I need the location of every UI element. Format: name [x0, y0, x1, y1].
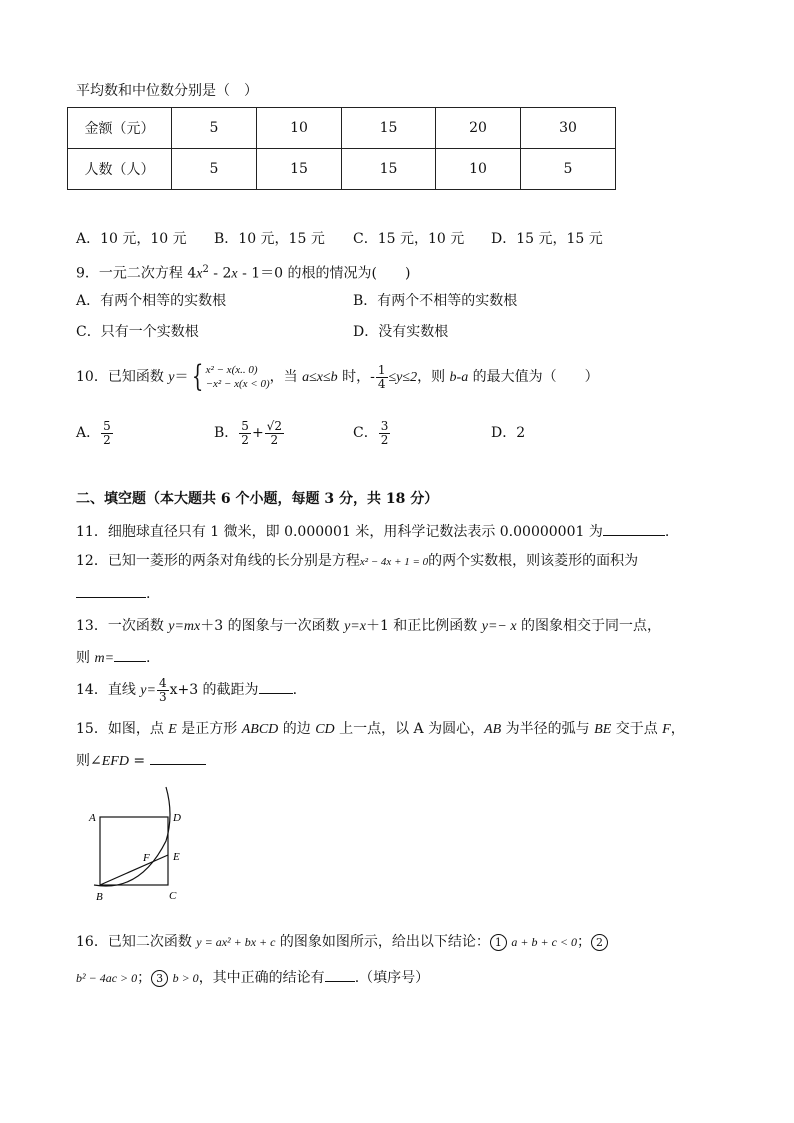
answer-blank[interactable] — [150, 750, 206, 765]
q16-result: a + b + c < 0 — [511, 935, 577, 949]
q15-var: ABCD — [241, 722, 279, 737]
q13-end: . — [146, 650, 151, 666]
q15-text: 上一点，以 A 为圆心， — [334, 721, 485, 737]
piecewise-function — [206, 363, 270, 391]
frac-num: √2 — [266, 418, 282, 433]
table-row — [68, 108, 616, 149]
q11 — [76, 521, 669, 542]
q9-option-a: A．有两个相等的实数根 — [76, 293, 227, 309]
q13-line2 — [76, 647, 150, 669]
circled-1: 1 — [490, 934, 507, 951]
q13 — [76, 616, 661, 637]
q12 — [76, 551, 638, 572]
fraction — [157, 677, 169, 704]
frac-num: 1 — [377, 362, 386, 377]
q11-end: . — [664, 524, 670, 540]
table-cell: 20 — [436, 108, 521, 149]
q10-mid3: ，则 — [417, 369, 450, 385]
q16-text: ，其中正确的结论有 — [198, 970, 325, 986]
q10-y: y — [168, 370, 175, 385]
table-cell: 15 — [342, 108, 436, 149]
q15-text: 15．如图，点 — [76, 721, 169, 737]
q13-m: m= — [94, 651, 115, 666]
table-cell: 30 — [521, 108, 616, 149]
q10-eq: ＝ — [174, 369, 189, 385]
table-cell: 15 — [257, 149, 342, 190]
q9-stem — [76, 260, 410, 285]
q16-text: 的图象如图所示，给出以下结论： — [275, 934, 490, 950]
row-header: 人数（人） — [68, 149, 172, 190]
q15-text: = — [128, 753, 150, 769]
table-cell: 10 — [436, 149, 521, 190]
q8-option-a: A．10 元，10 元 — [76, 231, 187, 247]
q12-line2 — [76, 583, 150, 604]
q16-func: y = ax² + bx + c — [196, 935, 276, 949]
q15-text: 的边 — [278, 721, 316, 737]
frac-den: 2 — [270, 432, 279, 447]
q16-result: b² − 4ac > 0 — [76, 971, 138, 985]
q16-result: b > 0 — [172, 971, 199, 985]
q10-mid1: ，当 — [269, 369, 303, 385]
q15 — [76, 719, 685, 740]
q15-text: ， — [670, 721, 685, 737]
q10-cond2: ≤y≤2 — [388, 370, 418, 385]
q13-text: ＋3 的图象与一次函数 — [200, 618, 345, 634]
q10-cond: a≤x≤b — [302, 370, 338, 385]
q15-var: BE — [594, 722, 612, 737]
frac-den: 3 — [158, 689, 167, 704]
q15-text: 是正方形 — [176, 721, 242, 737]
table-cell: 5 — [521, 149, 616, 190]
segment-be — [100, 855, 168, 885]
q10-option-b — [214, 413, 285, 453]
q15-text: 交于点 — [611, 721, 663, 737]
q10-prefix: 10．已知函数 — [76, 369, 169, 385]
q16 — [76, 932, 608, 952]
q9-option-d: D．没有实数根 — [353, 324, 449, 340]
option-label: A． — [76, 425, 101, 441]
q10-mid2: 时，- — [337, 369, 375, 385]
square-arc-figure — [80, 785, 190, 905]
answer-blank[interactable] — [325, 967, 355, 982]
q9-prefix: 9．一元二次方程 4 — [76, 265, 197, 282]
q16-end: .（填序号） — [354, 970, 430, 986]
question-intro: 平均数和中位数分别是（ ） — [76, 83, 258, 99]
frac-den: 2 — [103, 432, 111, 447]
label-d: D — [173, 812, 181, 824]
q8-option-c: C．15 元，10 元 — [353, 231, 465, 247]
q9-middle: - 2 — [208, 265, 232, 282]
label-a: A — [89, 812, 96, 824]
q14-y: y= — [140, 683, 156, 698]
q13-text: 的图象相交于同一点， — [516, 618, 662, 634]
option-label: C． — [353, 425, 378, 441]
piece-2: −x² − x(x < 0) — [205, 378, 270, 390]
frac-den: 2 — [380, 432, 389, 447]
q10-ba: b-a — [449, 370, 469, 385]
q14-text: 14．直线 — [76, 682, 141, 698]
q16-sep: ； — [577, 934, 591, 950]
q14 — [76, 670, 297, 711]
q15-var: CD — [315, 722, 335, 737]
row-header: 金额（元） — [68, 108, 172, 149]
q16-sep: ； — [137, 970, 152, 986]
q10-option-d: D．2 — [491, 425, 526, 441]
circled-3: 3 — [151, 970, 168, 987]
q13-text: 则 — [76, 650, 95, 666]
q10-option-a — [76, 413, 114, 453]
frac-den: 4 — [377, 376, 386, 391]
label-f: F — [143, 852, 150, 864]
frac-num: 5 — [241, 418, 249, 433]
fraction — [376, 364, 388, 391]
frac-num: 5 — [103, 418, 111, 433]
q8-option-d: D．15 元，15 元 — [491, 231, 603, 247]
q13-text: ＋1 和正比例函数 — [365, 618, 482, 634]
q9-rest: - 1＝0 的根的情况为( ) — [237, 265, 411, 282]
q9-option-b: B．有两个不相等的实数根 — [353, 293, 518, 309]
q10-suffix: 的最大值为（ ） — [468, 369, 599, 385]
table-cell: 15 — [342, 149, 436, 190]
frac-num: 3 — [380, 418, 389, 433]
option-label: B． — [214, 425, 239, 441]
q14-end: . — [292, 682, 298, 698]
q13-text: 13．一次函数 — [76, 618, 169, 634]
q16-line2 — [76, 967, 429, 988]
q8-option-b: B．10 元，15 元 — [214, 231, 325, 247]
frac-den: 2 — [241, 432, 249, 447]
q10-stem — [76, 357, 599, 398]
answer-blank[interactable] — [76, 583, 146, 598]
square-abcd — [100, 817, 168, 885]
q15-var: E — [168, 722, 177, 737]
answer-blank[interactable] — [114, 647, 146, 662]
fraction — [239, 420, 251, 447]
fraction — [379, 420, 391, 447]
q15-text: 则∠ — [76, 753, 102, 769]
table-row — [68, 149, 616, 190]
table-cell: 10 — [257, 108, 342, 149]
plus-sign: + — [251, 425, 264, 441]
q9-x: x — [196, 266, 203, 282]
q12-equation: x² − 4x + 1 = 0 — [359, 556, 429, 568]
label-b: B — [96, 891, 103, 903]
q14-text: x+3 的截距为 — [169, 682, 259, 698]
table-cell: 5 — [172, 108, 257, 149]
table-cell: 5 — [172, 149, 257, 190]
q16-text: 16．已知二次函数 — [76, 934, 197, 950]
q12-text-a: 12．已知一菱形的两条对角线的长分别是方程 — [76, 553, 360, 569]
q12-end: . — [146, 586, 151, 602]
q9-x2: x — [231, 266, 238, 282]
q9-sup: 2 — [202, 264, 209, 275]
left-brace: { — [192, 359, 204, 394]
answer-blank[interactable] — [259, 679, 293, 694]
q12-text-b: 的两个实数根，则该菱形的面积为 — [428, 553, 639, 569]
q15-var: F — [662, 722, 671, 737]
q15-line2 — [76, 750, 206, 772]
q10-option-c — [353, 413, 391, 453]
q15-var: EFD — [101, 754, 129, 769]
q9-option-c: C．只有一个实数根 — [76, 324, 199, 340]
fraction — [265, 420, 284, 447]
frac-num: 4 — [158, 675, 167, 690]
q15-text: 为半径的弧与 — [501, 721, 595, 737]
q13-func3: y=− x — [481, 619, 517, 634]
circled-2: 2 — [591, 934, 608, 951]
amount-count-table — [67, 107, 616, 190]
piece-1: x² − x(x.. 0) — [205, 364, 258, 376]
q13-func2: y=x — [344, 619, 366, 634]
fraction — [101, 420, 113, 447]
q15-var: AB — [484, 722, 502, 737]
q11-text: 11．细胞球直径只有 1 微米，即 0.000001 米，用科学记数法表示 0.00000001 为 — [76, 524, 603, 540]
section-title: 二、填空题（本大题共 6 个小题，每题 3 分，共 18 分） — [76, 491, 439, 507]
answer-blank[interactable] — [603, 521, 665, 536]
label-e: E — [173, 851, 180, 863]
q13-func1: y=mx — [168, 619, 201, 634]
label-c: C — [169, 890, 177, 902]
